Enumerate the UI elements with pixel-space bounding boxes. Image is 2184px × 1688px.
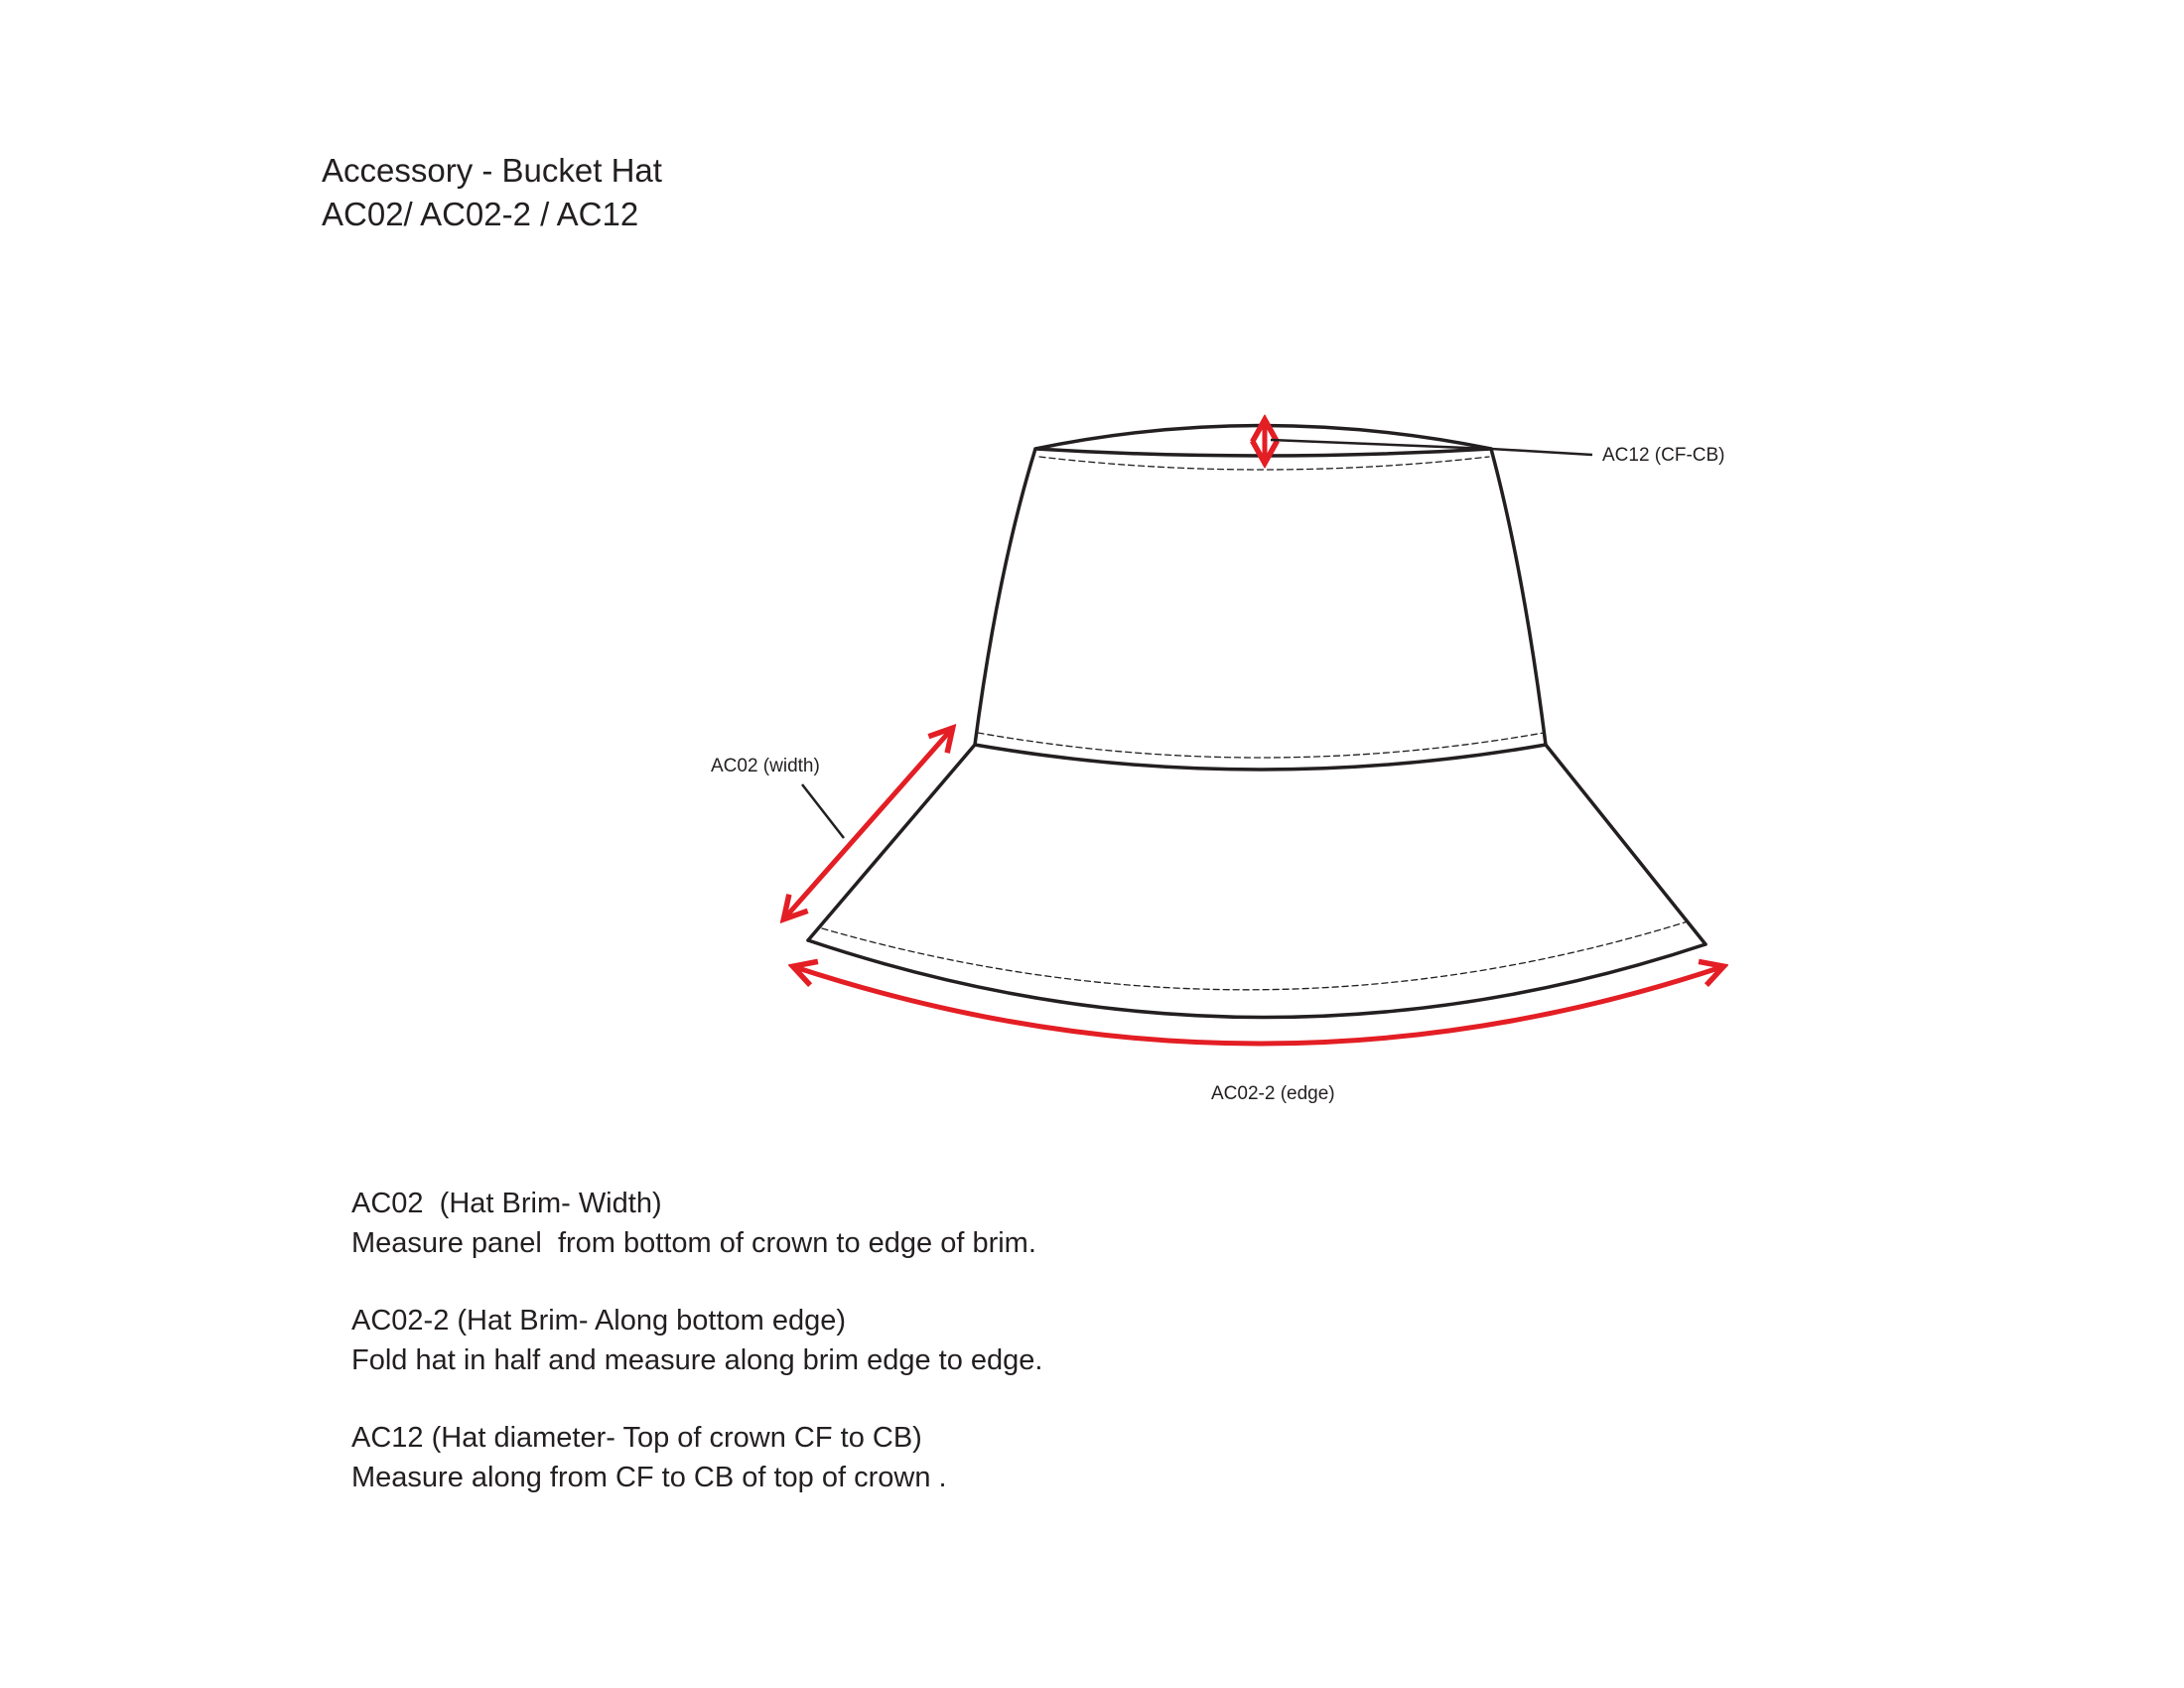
- ac02-leader: [802, 784, 844, 838]
- title-line-1: Accessory - Bucket Hat: [322, 152, 662, 189]
- note-ac02-code: AC02 (Hat Brim- Width): [351, 1188, 662, 1219]
- ac02-2-label: AC02-2 (edge): [1211, 1083, 1335, 1104]
- ac02-2-measure: [795, 967, 1721, 1104]
- brim-side-left: [808, 745, 975, 940]
- note-ac02-2-text: Fold hat in half and measure along brim edge to edge.: [351, 1344, 1043, 1376]
- note-ac12: [351, 1418, 1042, 1497]
- hat-outline: [808, 426, 1706, 1018]
- note-ac02: [351, 1184, 1042, 1263]
- note-ac02-2-code: AC02-2 (Hat Brim- Along bottom edge): [351, 1305, 847, 1336]
- ac12-callout-line: [1491, 449, 1592, 455]
- brim-side-right: [1546, 745, 1706, 944]
- crown-base-stitch: [978, 733, 1544, 758]
- crown-side-left: [975, 449, 1035, 745]
- measurement-notes: [351, 1184, 1042, 1535]
- note-ac02-text: Measure panel from bottom of crown to edge of brim.: [351, 1227, 1036, 1259]
- note-ac02-2: [351, 1301, 1042, 1380]
- ac12-label: AC12 (CF-CB): [1602, 445, 1725, 466]
- ac02-label: AC02 (width): [711, 756, 820, 776]
- note-ac12-text: Measure along from CF to CB of top of crown .: [351, 1462, 947, 1493]
- crown-side-right: [1491, 449, 1546, 745]
- title-line-2: AC02/ AC02-2 / AC12: [322, 196, 639, 232]
- note-ac12-code: AC12 (Hat diameter- Top of crown CF to CB): [351, 1422, 922, 1454]
- ac02-measure: [711, 730, 951, 917]
